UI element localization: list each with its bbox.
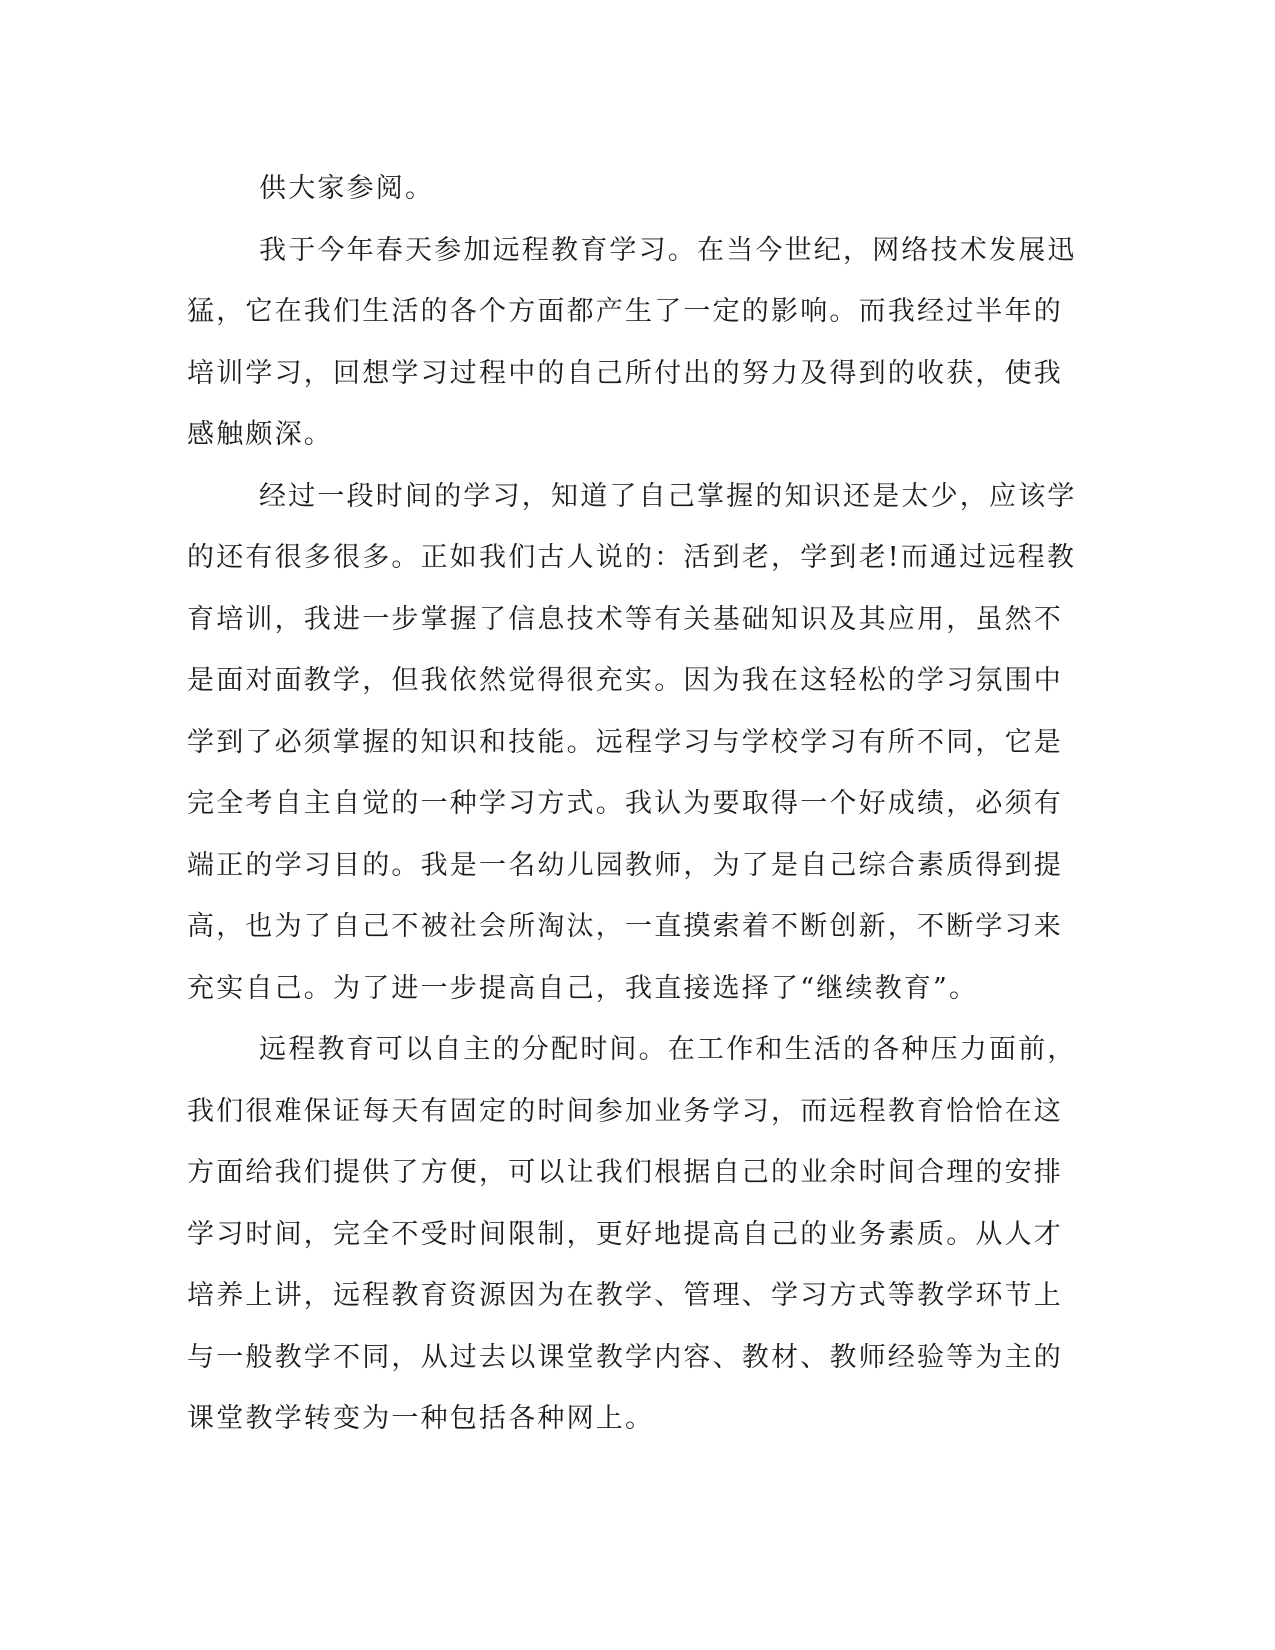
paragraph-2	[187, 220, 1075, 466]
document-body	[187, 158, 1075, 1450]
text-line: 的还有很多很多。正如我们古人说的：活到老，学到老!而通过远程教	[187, 542, 1077, 573]
paragraph-3	[187, 466, 1075, 1020]
text-line: 端正的学习目的。我是一名幼儿园教师，为了是自己综合素质得到提	[187, 849, 1063, 881]
text-line: 远程教育可以自主的分配时间。在工作和生活的各种压力面前，	[259, 1034, 1077, 1065]
text-line: 经过一段时间的学习，知道了自己掌握的知识还是太少，应该学	[259, 480, 1077, 512]
text-line: 我们很难保证每天有固定的时间参加业务学习，而远程教育恰恰在这	[187, 1095, 1063, 1127]
paragraph-1	[187, 158, 1075, 220]
text-line: 我于今年春天参加远程教育学习。在当今世纪，网络技术发展迅	[259, 234, 1077, 266]
text-line: 完全考自主自觉的一种学习方式。我认为要取得一个好成绩，必须有	[187, 788, 1063, 819]
text-line: 学习时间，完全不受时间限制，更好地提高自己的业务素质。从人才	[187, 1218, 1063, 1250]
text-line: 育培训，我进一步掌握了信息技术等有关基础知识及其应用，虽然不	[187, 603, 1063, 635]
text-line: 培养上讲，远程教育资源因为在教学、管理、学习方式等教学环节上	[187, 1280, 1063, 1311]
paragraph-4	[187, 1019, 1075, 1450]
text-line: 学到了必须掌握的知识和技能。远程学习与学校学习有所不同，它是	[187, 726, 1063, 758]
text-line: 与一般教学不同，从过去以课堂教学内容、教材、教师经验等为主的	[187, 1341, 1063, 1373]
text-line: 猛，它在我们生活的各个方面都产生了一定的影响。而我经过半年的	[187, 296, 1063, 327]
text-line: 方面给我们提供了方便，可以让我们根据自己的业余时间合理的安排	[187, 1157, 1063, 1188]
text-line: 充实自己。为了进一步提高自己，我直接选择了“继续教育”。	[187, 972, 979, 1004]
text-line: 感触颇深。	[187, 419, 333, 450]
text-line: 培训学习，回想学习过程中的自己所付出的努力及得到的收获，使我	[187, 357, 1063, 389]
text-line: 是面对面教学，但我依然觉得很充实。因为我在这轻松的学习氛围中	[187, 665, 1063, 696]
text-line: 高，也为了自己不被社会所淘汰，一直摸索着不断创新，不断学习来	[187, 911, 1063, 942]
text-line: 课堂教学转变为一种包括各种网上。	[187, 1403, 655, 1434]
text-line: 供大家参阅。	[259, 173, 435, 204]
